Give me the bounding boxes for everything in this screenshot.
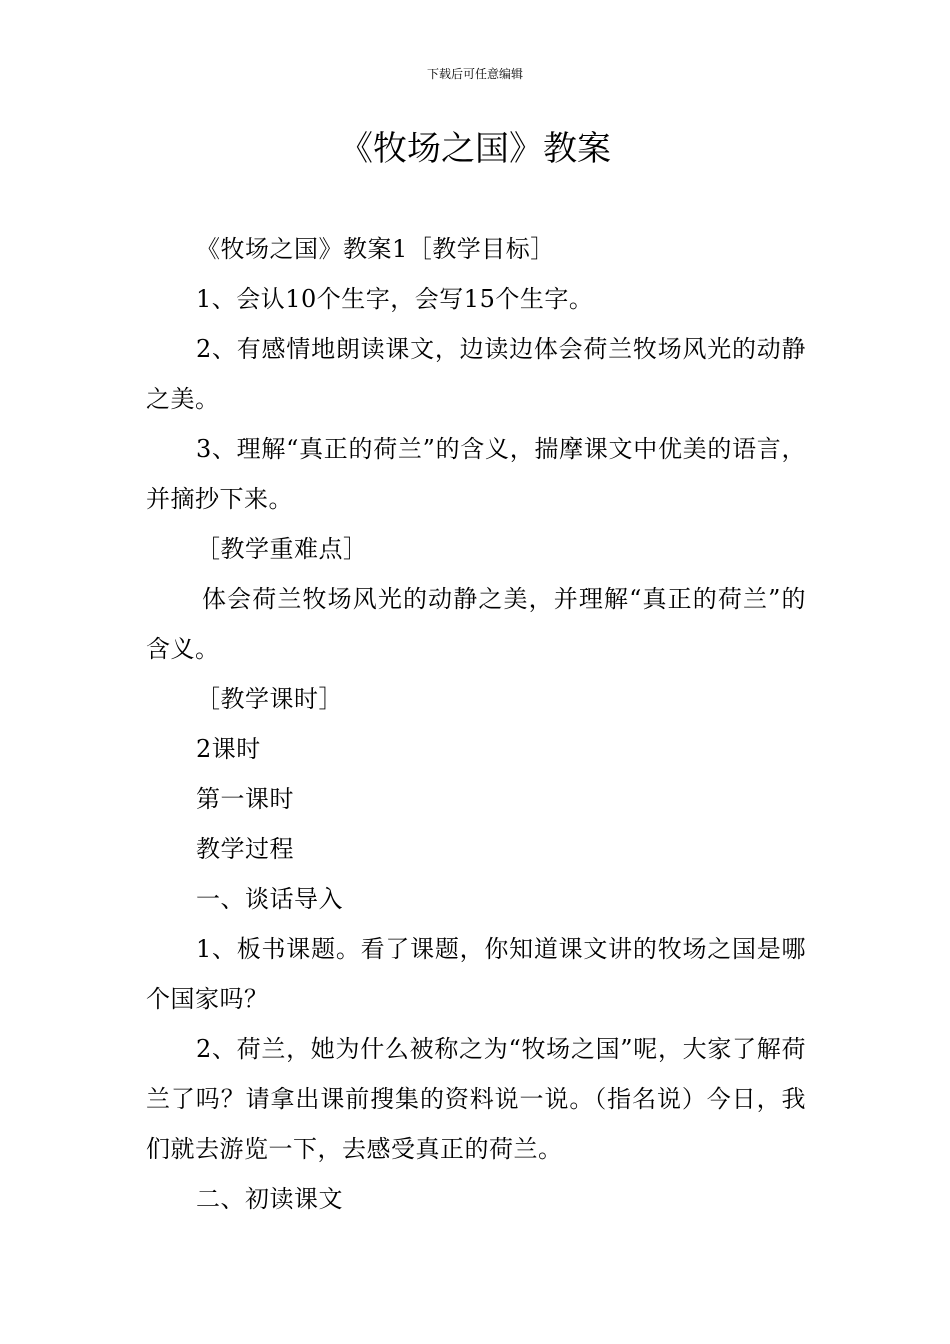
paragraph-class-hours: 2课时 bbox=[196, 735, 261, 763]
paragraph-section-1-heading: 一、谈话导入 bbox=[196, 885, 343, 913]
paragraph-objective-1: 1、会认10个生字，会写15个生字。 bbox=[196, 285, 594, 313]
paragraph-first-lesson: 第一课时 bbox=[196, 785, 294, 813]
paragraph-section-1-item-1: 1、板书课题。看了课题，你知道课文讲的牧场之国是哪个国家吗？ bbox=[146, 935, 806, 1013]
paragraph-class-hours-heading: ［教学课时］ bbox=[196, 685, 343, 713]
paragraph-key-points-heading: ［教学重难点］ bbox=[196, 535, 368, 563]
paragraph-objectives-heading: 《牧场之国》教案1［教学目标］ bbox=[196, 235, 555, 263]
paragraph-teaching-process: 教学过程 bbox=[196, 835, 294, 863]
document-body bbox=[146, 224, 806, 1224]
header-note: 下载后可任意编辑 bbox=[426, 67, 523, 81]
document-title: 《牧场之国》教案 bbox=[339, 129, 611, 169]
paragraph-objective-2: 2、有感情地朗读课文，边读边体会荷兰牧场风光的动静之美。 bbox=[146, 335, 806, 413]
paragraph-key-points: 体会荷兰牧场风光的动静之美，并理解“真正的荷兰”的含义。 bbox=[146, 585, 806, 663]
paragraph-section-1-item-2: 2、荷兰，她为什么被称之为“牧场之国”呢，大家了解荷兰了吗？请拿出课前搜集的资料说一说。（指名说）今日，我们就去游览一下，去感受真正的荷兰。 bbox=[146, 1035, 806, 1163]
paragraph-section-2-heading: 二、初读课文 bbox=[196, 1185, 343, 1213]
paragraph-objective-3: 3、理解“真正的荷兰”的含义，揣摩课文中优美的语言，并摘抄下来。 bbox=[146, 435, 806, 513]
